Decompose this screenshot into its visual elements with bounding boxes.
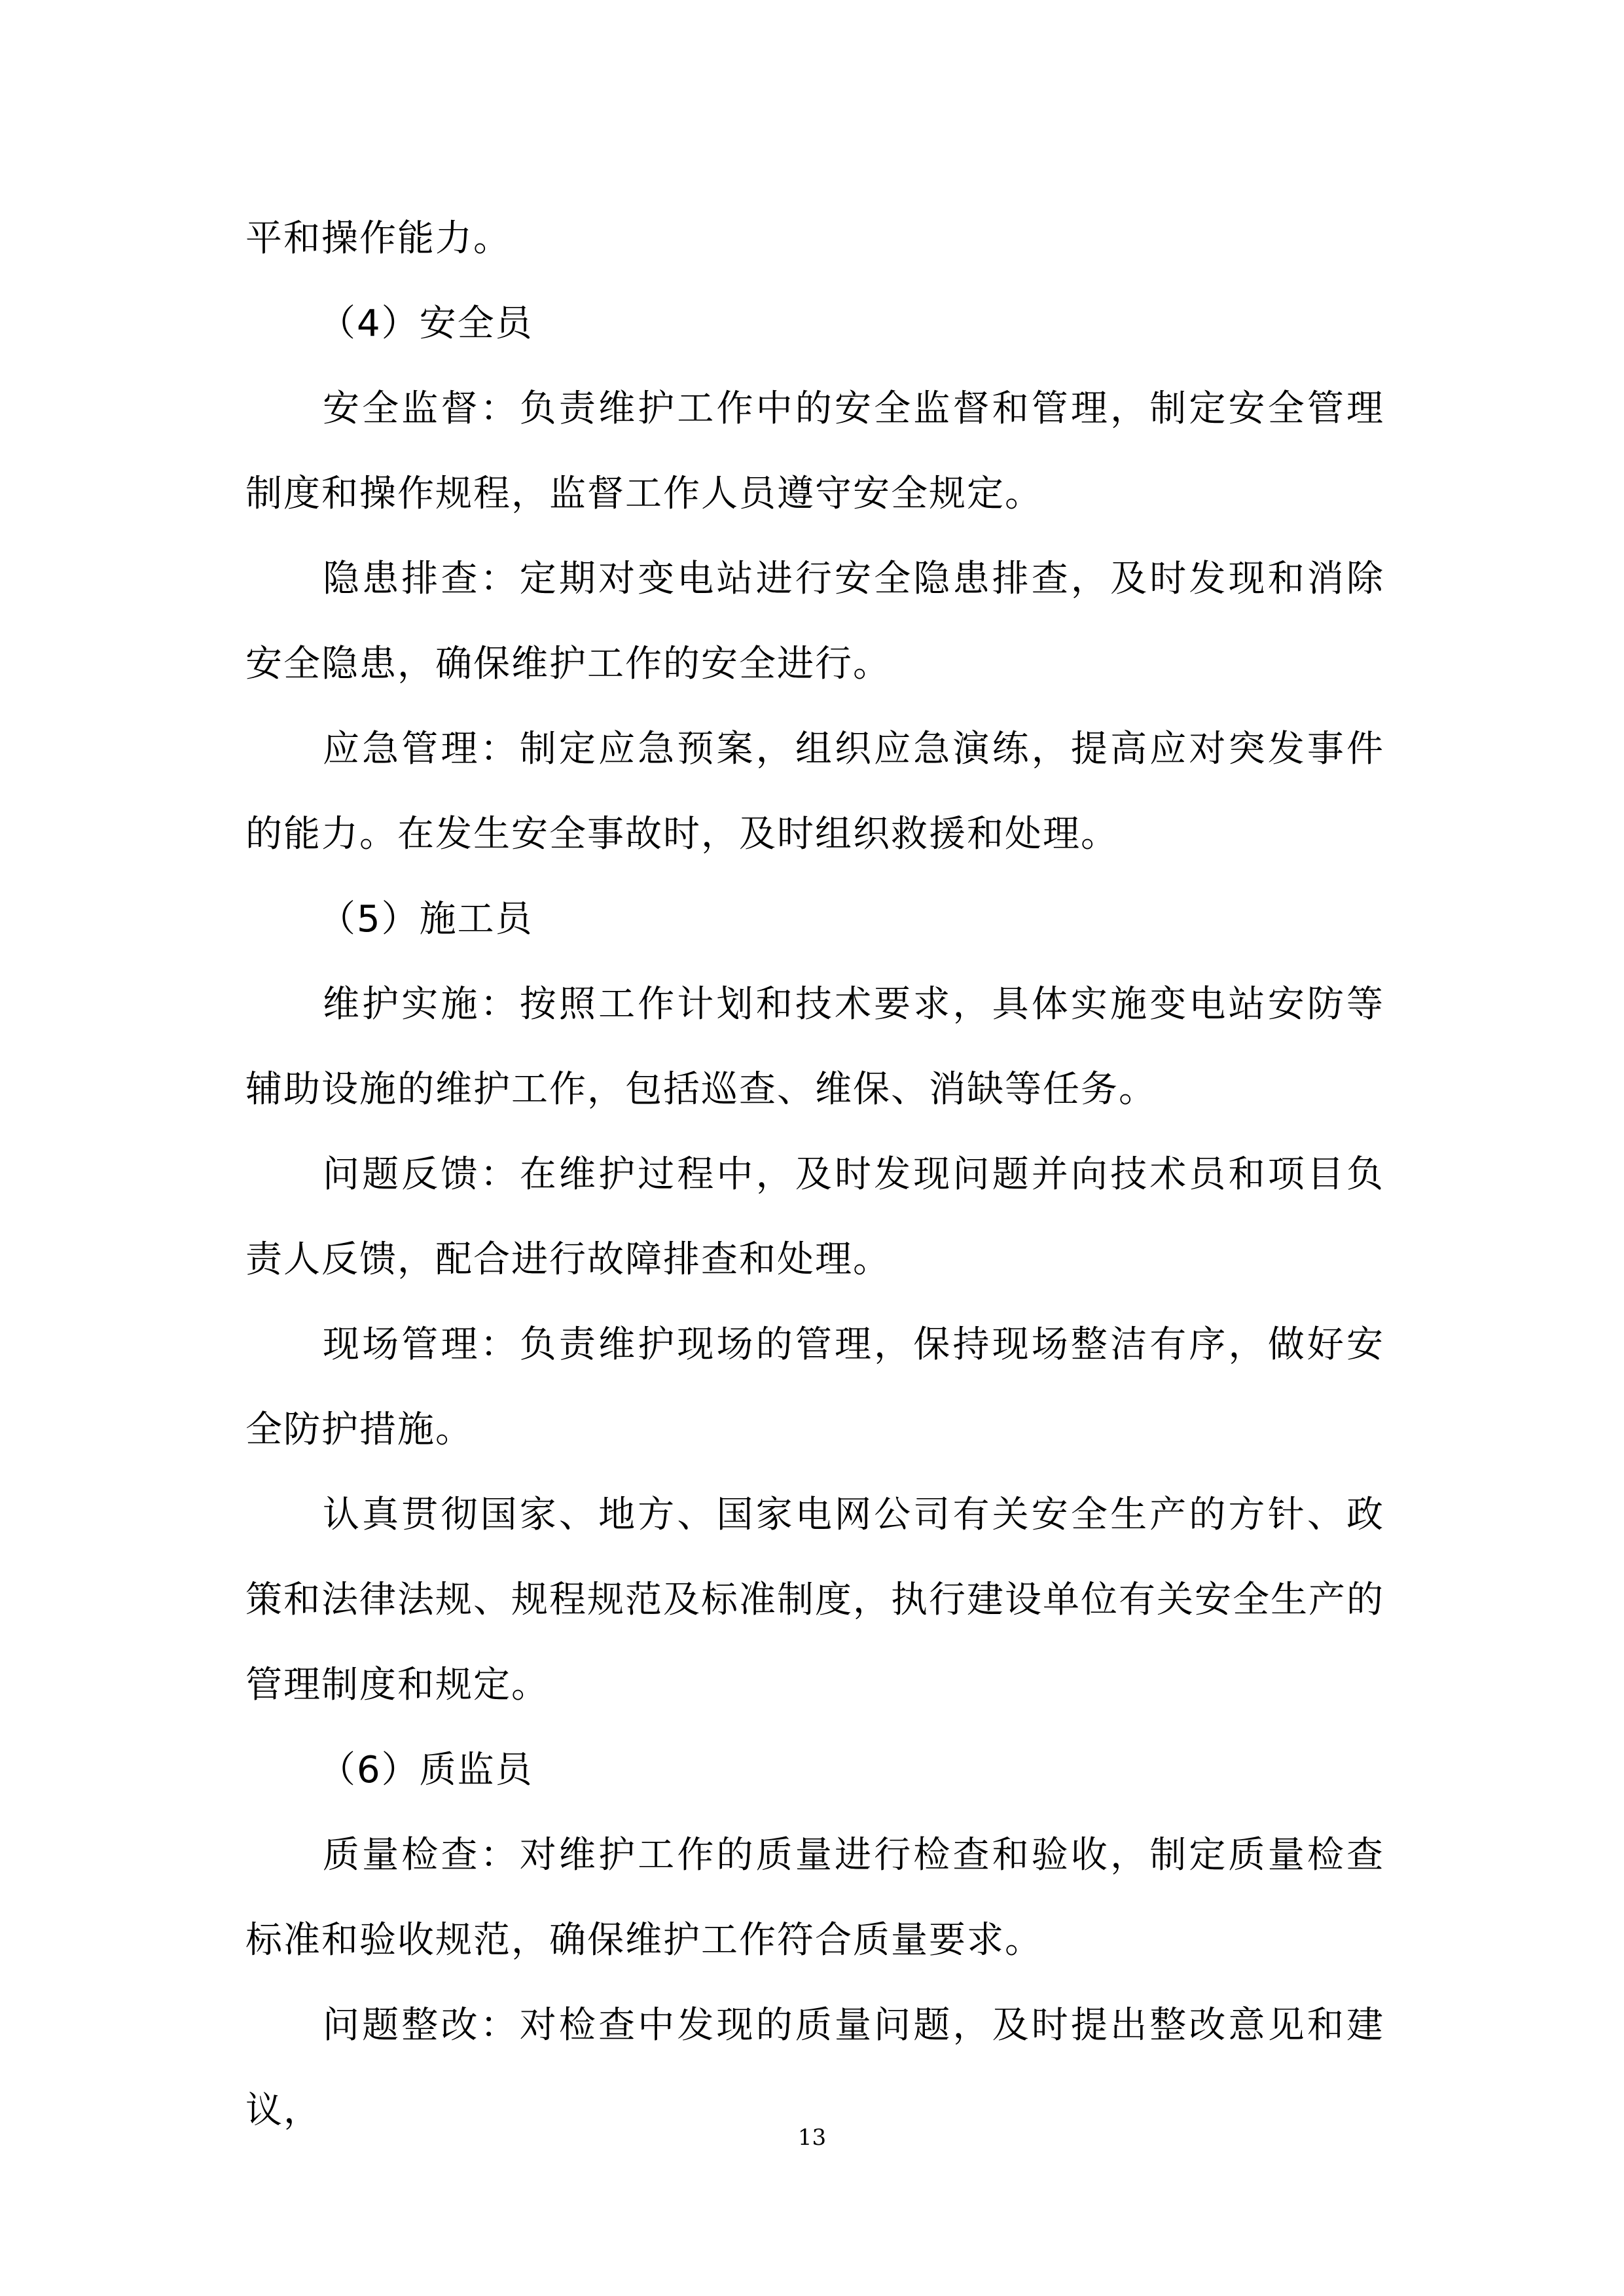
paragraph-problem-feedback: 问题反馈：在维护过程中，及时发现问题并向技术员和项目负责人反馈，配合进行故障排查和处理。 — [245, 1153, 1384, 1281]
paragraph-emergency-management: 应急管理：制定应急预案，组织应急演练，提高应对突发事件的能力。在发生安全事故时，及时组织救援和处理。 — [245, 728, 1384, 855]
paragraph-safety-supervision: 安全监督：负责维护工作中的安全监督和管理，制定安全管理制度和操作规程，监督工作人员遵守安全规定。 — [245, 387, 1384, 515]
page-number: 13 — [797, 2125, 827, 2151]
paragraph-continuation: 平和操作能力。 — [245, 217, 511, 260]
paragraph-hazard-inspection: 隐患排查：定期对变电站进行安全隐患排查，及时发现和消除安全隐患，确保维护工作的安全进行。 — [245, 558, 1384, 685]
paragraph-site-management: 现场管理：负责维护现场的管理，保持现场整洁有序，做好安全防护措施。 — [245, 1323, 1384, 1451]
section-heading-quality-inspector: （6）质监员 — [319, 1749, 533, 1791]
paragraph-quality-inspection: 质量检查：对维护工作的质量进行检查和验收，制定质量检查标准和验收规范，确保维护工作符合质量要求。 — [245, 1834, 1384, 1962]
paragraph-safety-policy: 认真贯彻国家、地方、国家电网公司有关安全生产的方针、政策和法律法规、规程规范及标准制度，执行建设单位有关安全生产的管理制度和规定。 — [245, 1494, 1384, 1706]
section-heading-construction-worker: （5）施工员 — [319, 898, 533, 941]
paragraph-problem-rectification: 问题整改：对检查中发现的质量问题，及时提出整改意见和建议， — [245, 2004, 1384, 2132]
body-text — [245, 196, 1384, 2153]
paragraph-maintenance-implementation: 维护实施：按照工作计划和技术要求，具体实施变电站安防等辅助设施的维护工作，包括巡查、维保、消缺等任务。 — [245, 983, 1384, 1111]
section-heading-safety-officer: （4）安全员 — [319, 302, 533, 345]
